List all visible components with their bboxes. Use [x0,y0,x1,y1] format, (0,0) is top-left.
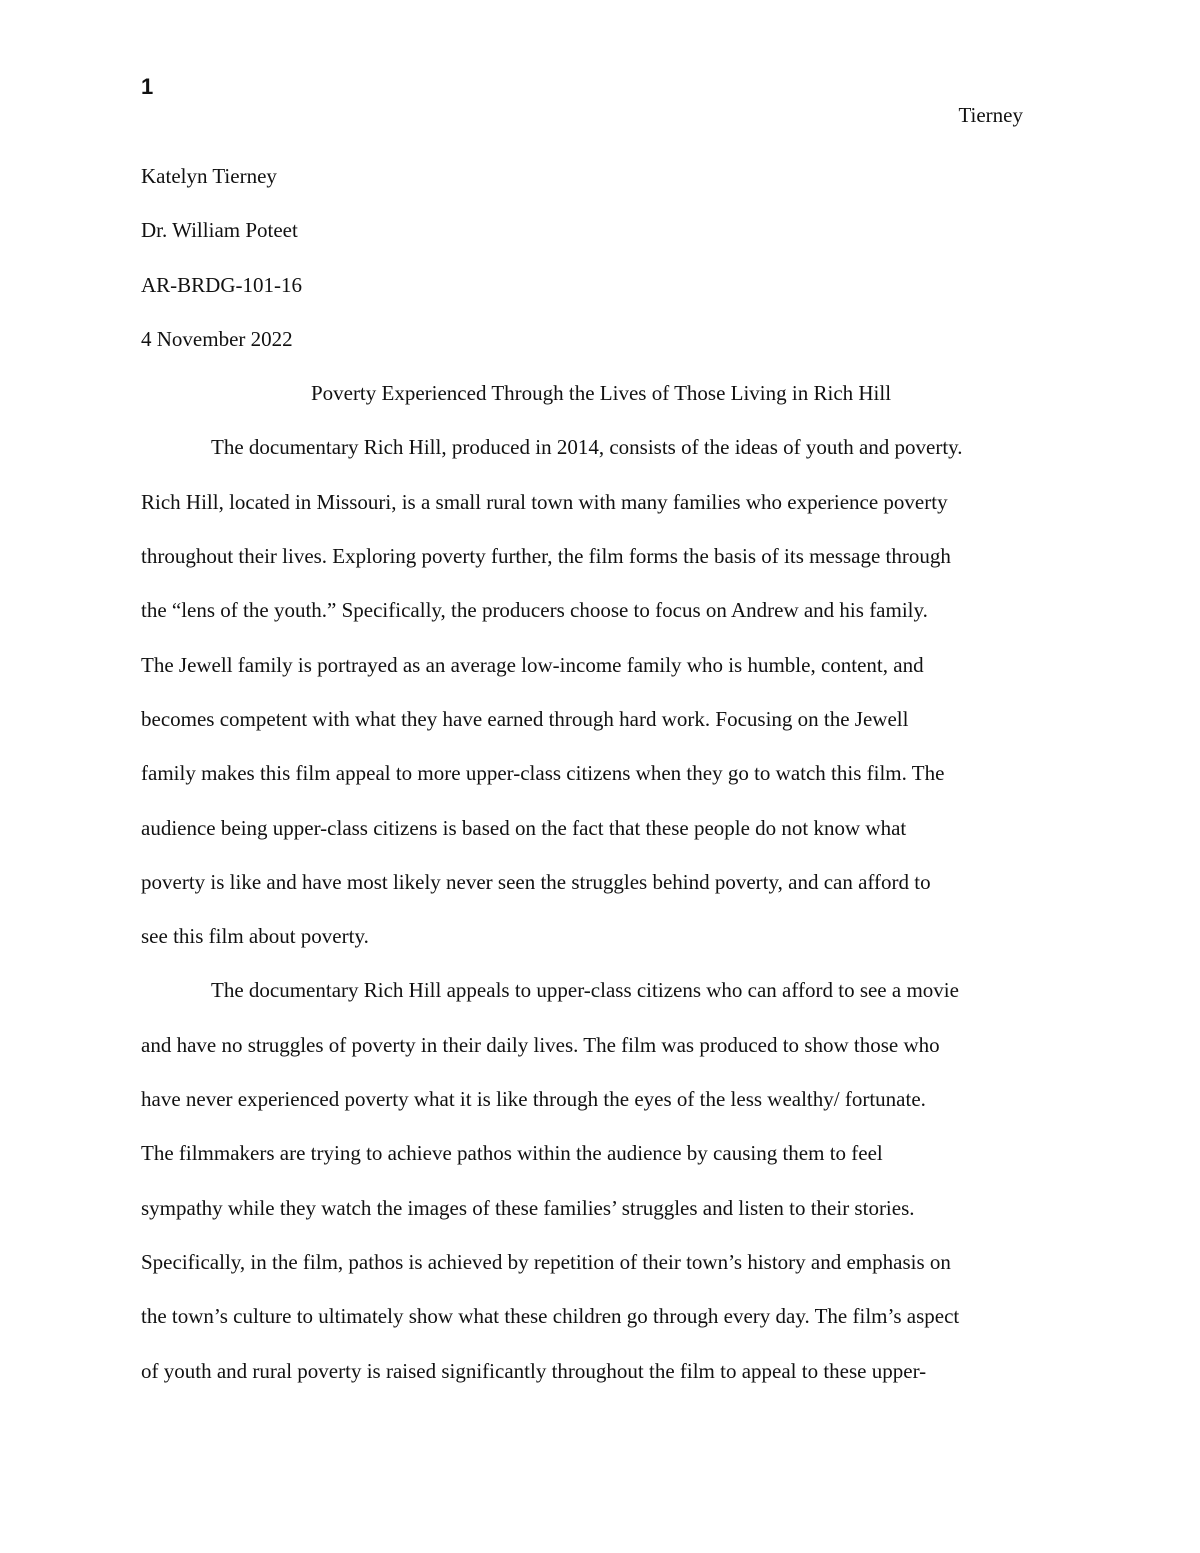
author-name: Katelyn Tierney [141,164,277,188]
paragraph-line: of youth and rural poverty is raised significantly throughout the film to appeal to these upper- [141,1358,927,1383]
paragraph-line: see this film about poverty. [141,924,369,949]
paragraph-line: The Jewell family is portrayed as an average low-income family who is humble, content, and [141,652,924,677]
paragraph-line: have never experienced poverty what it is like through the eyes of the less wealthy/ fortunate. [141,1087,926,1112]
running-head: Tierney [958,103,1023,127]
paragraph-line: becomes competent with what they have earned through hard work. Focusing on the Jewell [141,706,909,731]
paragraph-line: and have no struggles of poverty in their daily lives. The film was produced to show those who [141,1032,940,1057]
paragraph-line: The filmmakers are trying to achieve pathos within the audience by causing them to feel [141,1141,883,1166]
paragraph-line: Specifically, in the film, pathos is achieved by repetition of their town’s history and emphasis on [141,1249,951,1274]
page-number: 1 [141,74,154,99]
paragraph-line: family makes this film appeal to more upper-class citizens when they go to watch this film. The [141,761,945,786]
document-date: 4 November 2022 [141,326,293,351]
instructor-name: Dr. William Poteet [141,218,298,243]
paragraph-line: Rich Hill, located in Missouri, is a small rural town with many families who experience poverty [141,489,948,514]
paragraph-line: the town’s culture to ultimately show what these children go through every day. The film’s aspect [141,1304,960,1329]
paragraph-line: sympathy while they watch the images of these families’ struggles and listen to their stories. [141,1195,915,1220]
paragraph-line: audience being upper-class citizens is based on the fact that these people do not know what [141,815,907,840]
document-title: Poverty Experienced Through the Lives of Those Living in Rich Hill [310,381,892,406]
course-code: AR-BRDG-101-16 [141,272,302,297]
paragraph-line: The documentary Rich Hill appeals to upper-class citizens who can afford to see a movie [211,978,959,1003]
document-body [141,149,1061,1398]
paragraph-1 [141,420,1061,963]
paragraph-line: the “lens of the youth.” Specifically, the producers choose to focus on Andrew and his family. [141,598,928,623]
paragraph-line: The documentary Rich Hill, produced in 2014, consists of the ideas of youth and poverty. [211,435,963,460]
paragraph-2 [141,963,1061,1397]
paragraph-line: throughout their lives. Exploring poverty further, the film forms the basis of its message through [141,544,951,569]
paragraph-line: poverty is like and have most likely never seen the struggles behind poverty, and can afford to [141,869,931,894]
